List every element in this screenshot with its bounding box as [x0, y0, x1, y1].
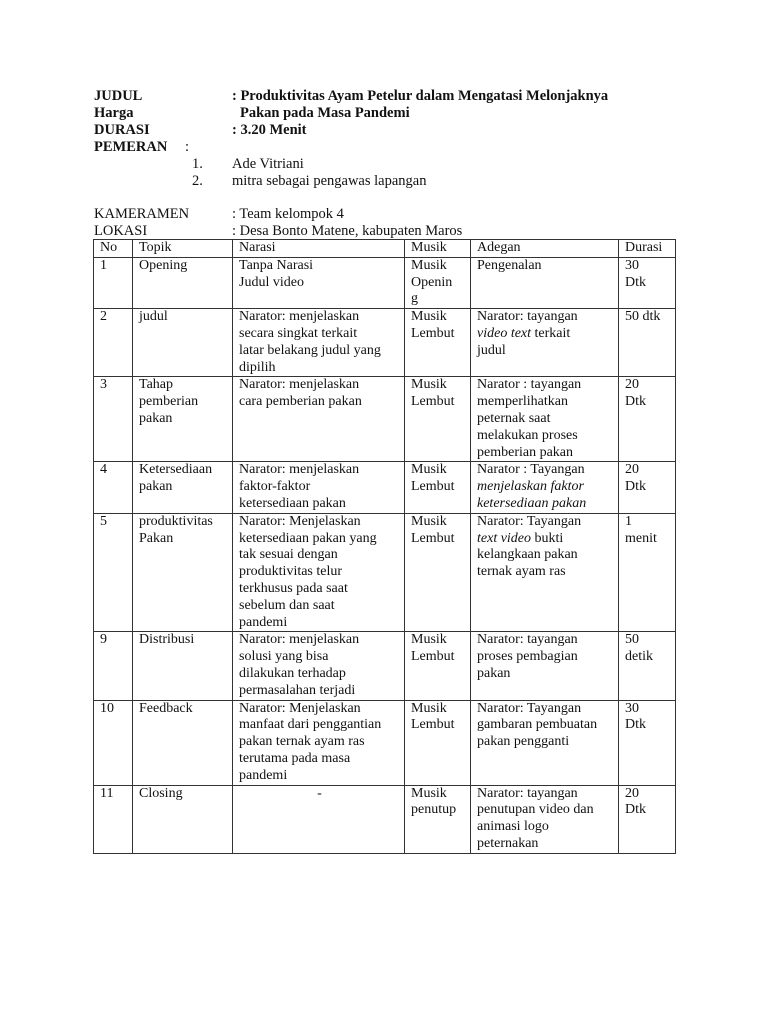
- cell-no: 2: [94, 309, 133, 377]
- cell-topik: Opening: [133, 257, 233, 308]
- column-header-durasi: Durasi: [619, 240, 676, 258]
- cell-musik: Musik Openin g: [405, 257, 471, 308]
- lokasi-value: : Desa Bonto Matene, kabupaten Maros: [232, 223, 463, 239]
- cell-adegan: Pengenalan: [471, 257, 619, 308]
- cell-adegan: Narator: Tayangan gambaran pembuatan pakan pengganti: [471, 700, 619, 785]
- table-header-row: [94, 240, 676, 258]
- script-table: [93, 239, 676, 854]
- pemeran-name: Ade Vitriani: [232, 156, 304, 172]
- durasi-value: : 3.20 Menit: [232, 122, 307, 138]
- cell-topik: Ketersediaan pakan: [133, 462, 233, 513]
- column-header-musik: Musik: [405, 240, 471, 258]
- table-row: [94, 309, 676, 377]
- table-row: [94, 257, 676, 308]
- cell-durasi: 1 menit: [619, 513, 676, 632]
- cell-musik: Musik Lembut: [405, 377, 471, 462]
- harga-label: Harga: [94, 105, 134, 121]
- cell-adegan: Narator : Tayangan menjelaskan faktor ketersediaan pakan: [471, 462, 619, 513]
- cell-durasi: 30 Dtk: [619, 257, 676, 308]
- judul-label: JUDUL: [94, 88, 143, 104]
- cell-narasi: Narator: Menjelaskan ketersediaan pakan yang tak sesuai dengan produktivitas telur terkhusus pada saat sebelum dan saat pandemi: [233, 513, 405, 632]
- table-row: [94, 513, 676, 632]
- cell-durasi: 20 Dtk: [619, 462, 676, 513]
- cell-narasi: -: [233, 785, 405, 853]
- pemeran-label: PEMERAN: [94, 139, 168, 155]
- table-row: [94, 785, 676, 853]
- table-row: [94, 462, 676, 513]
- pemeran-colon: :: [185, 139, 190, 155]
- pemeran-name: mitra sebagai pengawas lapangan: [232, 173, 427, 189]
- kameramen-label: KAMERAMEN: [94, 206, 190, 222]
- cell-narasi: Narator: menjelaskan cara pemberian pakan: [233, 377, 405, 462]
- cell-topik: Closing: [133, 785, 233, 853]
- cell-narasi: Narator: Menjelaskan manfaat dari penggantian pakan ternak ayam ras terutama pada masa pandemi: [233, 700, 405, 785]
- cell-musik: Musik penutup: [405, 785, 471, 853]
- cell-durasi: 50 detik: [619, 632, 676, 700]
- cell-no: 9: [94, 632, 133, 700]
- column-header-narasi: Narasi: [233, 240, 405, 258]
- cell-narasi: Narator: menjelaskan solusi yang bisa dilakukan terhadap permasalahan terjadi: [233, 632, 405, 700]
- cell-topik: Feedback: [133, 700, 233, 785]
- judul-value-continued: Pakan pada Masa Pandemi: [240, 105, 410, 121]
- cell-adegan: Narator: tayangan penutupan video dan animasi logo peternakan: [471, 785, 619, 853]
- cell-musik: Musik Lembut: [405, 309, 471, 377]
- judul-value: : Produktivitas Ayam Petelur dalam Mengatasi Melonjaknya: [232, 88, 609, 104]
- cell-durasi: 20 Dtk: [619, 785, 676, 853]
- cell-adegan: Narator: Tayangan text video bukti kelangkaan pakan ternak ayam ras: [471, 513, 619, 632]
- cell-no: 5: [94, 513, 133, 632]
- cell-adegan: Narator : tayangan memperlihatkan peternak saat melakukan proses pemberian pakan: [471, 377, 619, 462]
- table-row: [94, 632, 676, 700]
- column-header-topik: Topik: [133, 240, 233, 258]
- cell-no: 11: [94, 785, 133, 853]
- cell-no: 4: [94, 462, 133, 513]
- pemeran-number: 1.: [192, 156, 203, 172]
- cell-durasi: 30 Dtk: [619, 700, 676, 785]
- durasi-label: DURASI: [94, 122, 150, 138]
- cell-musik: Musik Lembut: [405, 513, 471, 632]
- cell-adegan: Narator: tayangan proses pembagian pakan: [471, 632, 619, 700]
- table-row: [94, 700, 676, 785]
- cell-durasi: 20 Dtk: [619, 377, 676, 462]
- cell-no: 1: [94, 257, 133, 308]
- pemeran-number: 2.: [192, 173, 203, 189]
- lokasi-label: LOKASI: [94, 223, 148, 239]
- column-header-no: No: [94, 240, 133, 258]
- cell-narasi: Tanpa Narasi Judul video: [233, 257, 405, 308]
- column-header-adegan: Adegan: [471, 240, 619, 258]
- cell-musik: Musik Lembut: [405, 700, 471, 785]
- cell-topik: produktivitas Pakan: [133, 513, 233, 632]
- table-row: [94, 377, 676, 462]
- cell-no: 3: [94, 377, 133, 462]
- cell-no: 10: [94, 700, 133, 785]
- cell-topik: Tahap pemberian pakan: [133, 377, 233, 462]
- cell-narasi: Narator: menjelaskan faktor-faktor ketersediaan pakan: [233, 462, 405, 513]
- cell-topik: Distribusi: [133, 632, 233, 700]
- cell-musik: Musik Lembut: [405, 462, 471, 513]
- cell-narasi: Narator: menjelaskan secara singkat terkait latar belakang judul yang dipilih: [233, 309, 405, 377]
- cell-musik: Musik Lembut: [405, 632, 471, 700]
- cell-durasi: 50 dtk: [619, 309, 676, 377]
- kameramen-value: : Team kelompok 4: [232, 206, 344, 222]
- cell-adegan: Narator: tayangan video text terkait judul: [471, 309, 619, 377]
- cell-topik: judul: [133, 309, 233, 377]
